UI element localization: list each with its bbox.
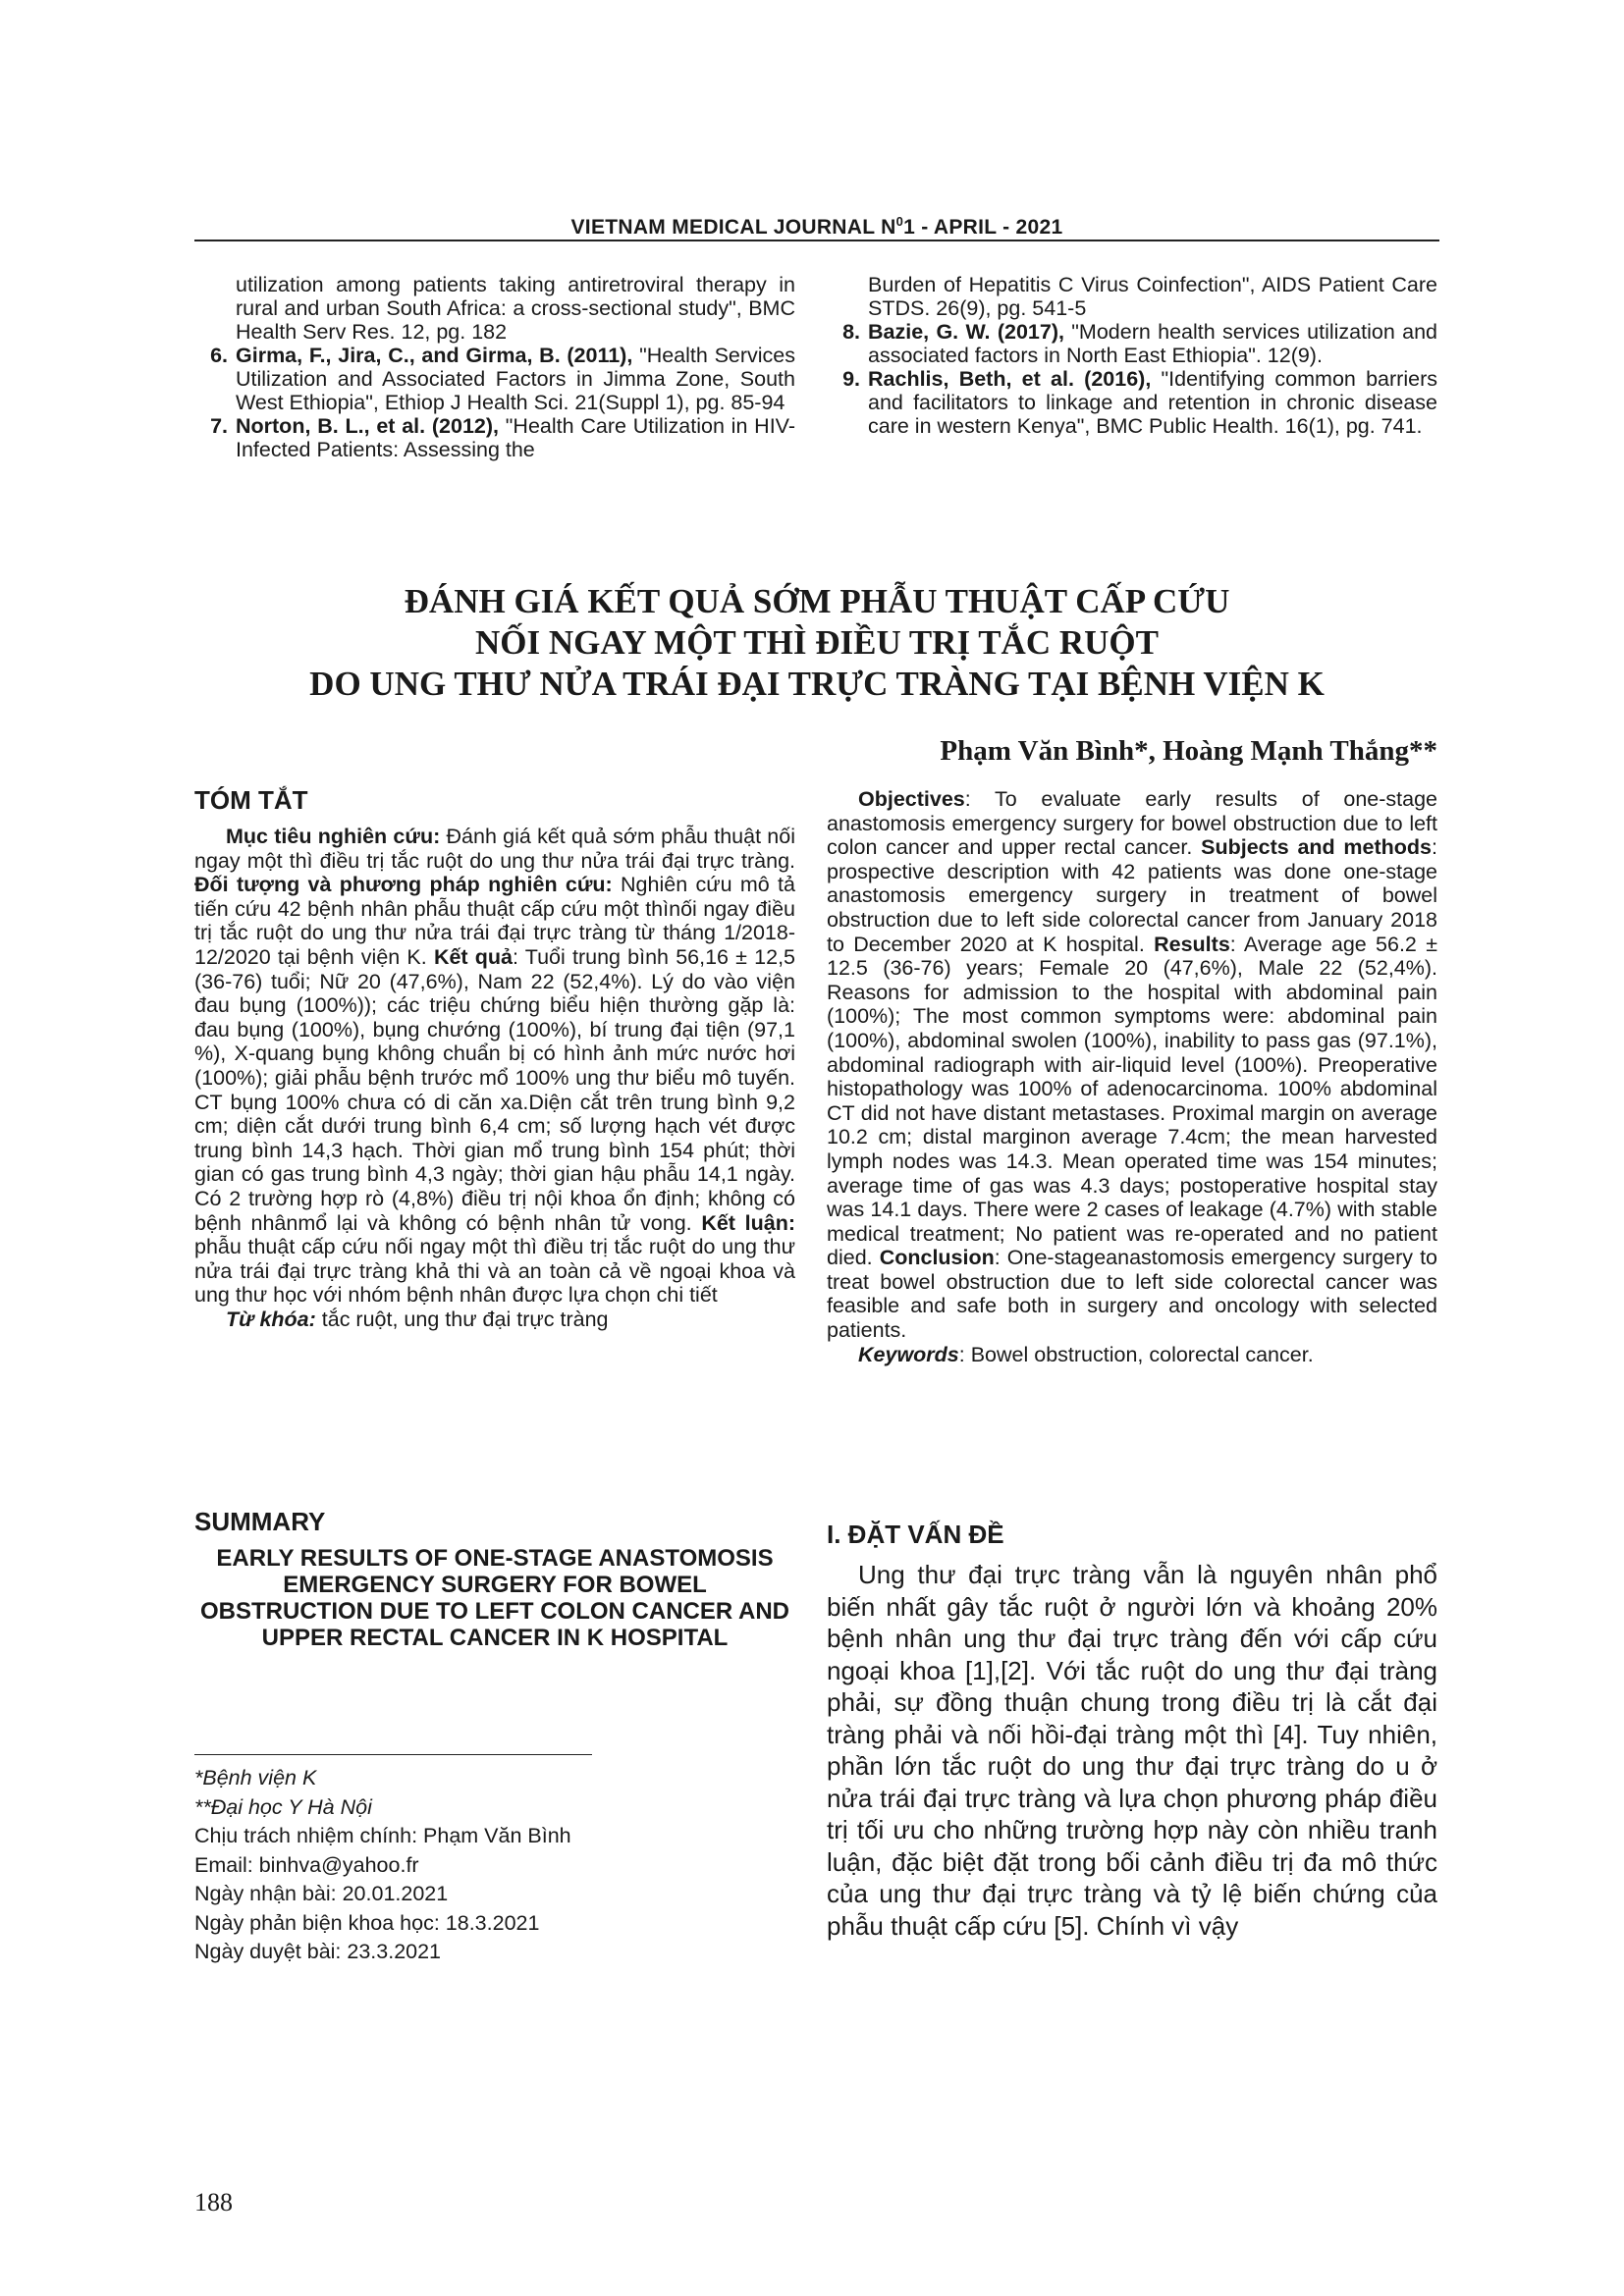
article-authors: Phạm Văn Bình*, Hoàng Mạnh Thắng**	[940, 735, 1437, 767]
reference-item	[194, 414, 795, 461]
journal-name: VIETNAM MEDICAL JOURNAL N	[570, 216, 896, 239]
conclusion-text: phẫu thuật cấp cứu nối ngay một thì điều trị tắc ruột do ung thư nửa trái đại trực tràng khả thi và an toàn cả về ngoại khoa và ung thư học với nhóm bệnh nhân được lựa chọn chi tiết	[194, 1235, 795, 1308]
footnote-email: Email: binhva@yahoo.fr	[194, 1852, 419, 1877]
journal-header	[194, 214, 1439, 240]
references-left	[194, 273, 795, 461]
keywords-label: Từ khóa:	[226, 1307, 316, 1331]
reference-text: utilization among patients taking antiretroviral therapy in rural and urban South Africa: a cross-sectional study", BMC Health Serv Res. 12, pg. 182	[236, 273, 795, 344]
objective-text: Đánh giá kết quả sớm phẫu thuật nối ngay một thì điều trị tắc ruột do ung thư nửa trái đại trực tràng.	[194, 825, 795, 873]
methods-label: Subjects and methods	[1201, 835, 1433, 860]
reference-item	[827, 273, 1437, 320]
results-label: Kết quả	[433, 944, 513, 969]
results-label: Results	[1154, 932, 1230, 956]
reference-text: "Health Care Utilization in HIV-Infected Patients: Assessing the	[236, 414, 795, 461]
results-text: : Tuổi trung bình 56,16 ± 12,5 (36-76) tuổi; Nữ 20 (47,6%), Nam 22 (52,4%). Lý do vào viện đau bụng (100%)); các triệu chứng biểu hiện thường gặp là: đau bụng (100%), bụng chướng (100%), bí trung đại tiện (97,1 %), X-quang bụng không chuẩn bị có hình ảnh mức nước hơi (100%); giải phẫu bệnh trước mổ 100% ung thư biểu mô tuyến. CT bụng 100% chưa có di căn xa.Diện cắt trên trung bình 9,2 cm; diện cắt dưới trung bình 6,4 cm; số lượng hạch vét được trung bình 14,3 hạch. Thời gian mổ trung bình 154 phút; thời gian có gas trung bình 4,3 ngày; thời gian hậu phẫu 14,1 ngày. Có 2 trường hợp rò (4,8%) điều trị nội khoa ổn định; không có bệnh nhânmổ lại và không có bệnh nhân tử vong.	[194, 944, 796, 1235]
footnote-rule	[194, 1754, 592, 1755]
intro-heading: I. ĐẶT VẤN ĐỀ	[827, 1520, 1004, 1549]
intro-text: Ung thư đại trực tràng vẫn là nguyên nhân phổ biến nhất gây tắc ruột ở người lớn và khoảng 20% bệnh nhân ung thư đại trực tràng đến với cấp cứu ngoại khoa [1],[2]. Với tắc ruột do ung thư đại tràng phải, sự đồng thuận chung trong điều trị là cắt đại tràng phải và nối hồi-đại tràng một thì [4]. Tuy nhiên, phần lớn tắc ruột do ung thư đại trực tràng do u ở nửa trái đại trực tràng và lựa chọn phương pháp điều trị tối ưu cho những trường hợp này còn nhiều tranh luận, đặc biệt đặt trong bối cảnh điều trị đa mô thức của ung thư đại trực tràng và tỷ lệ biến chứng của phẫu thuật cấp cứu [5]. Chính vì vậy	[827, 1560, 1437, 1941]
abstract-en-paragraph	[827, 787, 1437, 1343]
keywords-text: tắc ruột, ung thư đại trực tràng	[315, 1307, 609, 1331]
reference-item	[827, 320, 1437, 367]
title-line: ĐÁNH GIÁ KẾT QUẢ SỚM PHẪU THUẬT CẤP CỨU	[404, 582, 1230, 620]
reference-authors: Girma, F., Jira, C., and Girma, B. (2011),	[236, 344, 633, 367]
conclusion-label: Kết luận:	[701, 1210, 795, 1235]
footnote-affiliation: *Bệnh viện K	[194, 1766, 317, 1789]
reference-authors: Bazie, G. W. (2017),	[868, 320, 1064, 344]
footnote-accepted: Ngày duyệt bài: 23.3.2021	[194, 1940, 442, 1963]
methods-text: Nghiên cứu mô tả tiến cứu 42 bệnh nhân phẫu thuật cấp cứu một thìnối ngay điều trị tắc ruột do ung thư nửa trái đại trực tràng từ tháng 1/2018-12/2020 tại bệnh viện K.	[194, 873, 795, 969]
abstract-english	[827, 787, 1437, 1366]
article-title	[194, 581, 1439, 705]
keywords-text: : Bowel obstruction, colorectal cancer.	[958, 1342, 1314, 1366]
objective-text: : To evaluate early results of one-stage anastomosis emergency surgery for bowel obstruction due to left colon cancer and upper rectal cancer.	[827, 787, 1437, 860]
reference-number: 9.	[842, 367, 860, 391]
footnote-reviewed: Ngày phản biện khoa học: 18.3.2021	[194, 1910, 540, 1935]
keywords-label: Keywords	[858, 1342, 959, 1366]
journal-issue: 1 - APRIL - 2021	[903, 216, 1063, 239]
references-right	[827, 273, 1437, 438]
footnote-affiliation: **Đại học Y Hà Nội	[194, 1794, 372, 1819]
reference-number: 8.	[842, 320, 860, 344]
reference-item	[194, 344, 795, 414]
reference-item	[827, 367, 1437, 438]
summary-title: EARLY RESULTS OF ONE-STAGE ANASTOMOSIS EMERGENCY SURGERY FOR BOWEL OBSTRUCTION DUE TO LEFT COLON CANCER AND UPPER RECTAL CANCER IN K HOSPITAL	[200, 1545, 789, 1651]
page-number: 188	[194, 2188, 233, 2216]
objective-label: Objectives	[858, 787, 965, 811]
journal-number-sup: 0	[895, 214, 904, 229]
abstract-en-keywords	[827, 1343, 1437, 1367]
abstract-vietnamese	[194, 825, 795, 1331]
reference-authors: Rachlis, Beth, et al. (2016),	[868, 367, 1152, 391]
conclusion-text: : One-stageanastomosis emergency surgery to treat bowel obstruction due to left side colorectal cancer was feasible and safe both in surgery and oncology with selected patients.	[827, 1246, 1437, 1343]
reference-number: 7.	[210, 414, 228, 438]
methods-text: : prospective description with 42 patients was done one-stage anastomosis emergency surgery in treatment of bowel obstruction due to left side colorectal cancer from January 2018 to December 2020 at K hospital.	[827, 835, 1437, 956]
reference-text: Burden of Hepatitis C Virus Coinfection", AIDS Patient Care STDS. 26(9), pg. 541-5	[868, 273, 1437, 320]
reference-number: 6.	[210, 344, 228, 367]
conclusion-label: Conclusion	[879, 1246, 995, 1270]
footnote-corresponding: Chịu trách nhiệm chính: Phạm Văn Bình	[194, 1824, 571, 1847]
abstract-vi-heading: TÓM TẮT	[194, 785, 308, 815]
title-line: DO UNG THƯ NỬA TRÁI ĐẠI TRỰC TRÀNG TẠI BỆNH VIỆN K	[309, 665, 1325, 703]
footnote-received: Ngày nhận bài: 20.01.2021	[194, 1882, 449, 1905]
reference-text: "Modern health services utilization and associated factors in North East Ethiopia". 12(9).	[868, 320, 1437, 367]
footnotes	[194, 1764, 795, 1967]
abstract-vi-keywords	[194, 1308, 795, 1332]
methods-label: Đối tượng và phương pháp nghiên cứu:	[194, 873, 613, 897]
reference-text: "Health Services Utilization and Associated Factors in Jimma Zone, South West Ethiopia", Ethiop J Health Sci. 21(Suppl 1), pg. 85-94	[236, 344, 796, 414]
header-rule	[194, 240, 1439, 241]
abstract-vi-paragraph	[194, 825, 795, 1308]
summary-heading: SUMMARY	[194, 1507, 326, 1536]
reference-item	[194, 273, 795, 344]
reference-authors: Norton, B. L., et al. (2012),	[236, 414, 499, 438]
title-line: NỐI NGAY MỘT THÌ ĐIỀU TRỊ TẮC RUỘT	[475, 623, 1159, 662]
objective-label: Mục tiêu nghiên cứu:	[226, 825, 441, 848]
results-text: : Average age 56.2 ± 12.5 (36-76) years; Female 20 (47,6%), Male 22 (52,4%). Reasons for admission to the hospital with abdominal pain (100%); The most common symptoms were: abdominal pain (100%), abdominal swolen (100%), inability to pass gas (97.1%), abdominal radiograph with air-liquid level (100%). Preoperative histopathology was 100% of adenocarcinoma. 100% abdominal CT did not have distant metastases. Proximal margin on average 10.2 cm; distal marginon average 7.4cm; the mean harvested lymph nodes was 14.3. Mean operated time was 154 minutes; average time of gas was 4.3 days; postoperative hospital stay was 14.1 days. There were 2 cases of leakage (4.7%) with stable medical treatment; No patient was re-operated and no patient died.	[827, 932, 1437, 1270]
reference-text: "Identifying common barriers and facilitators to linkage and retention in chronic disease care in western Kenya", BMC Public Health. 16(1), pg. 741.	[868, 367, 1437, 438]
